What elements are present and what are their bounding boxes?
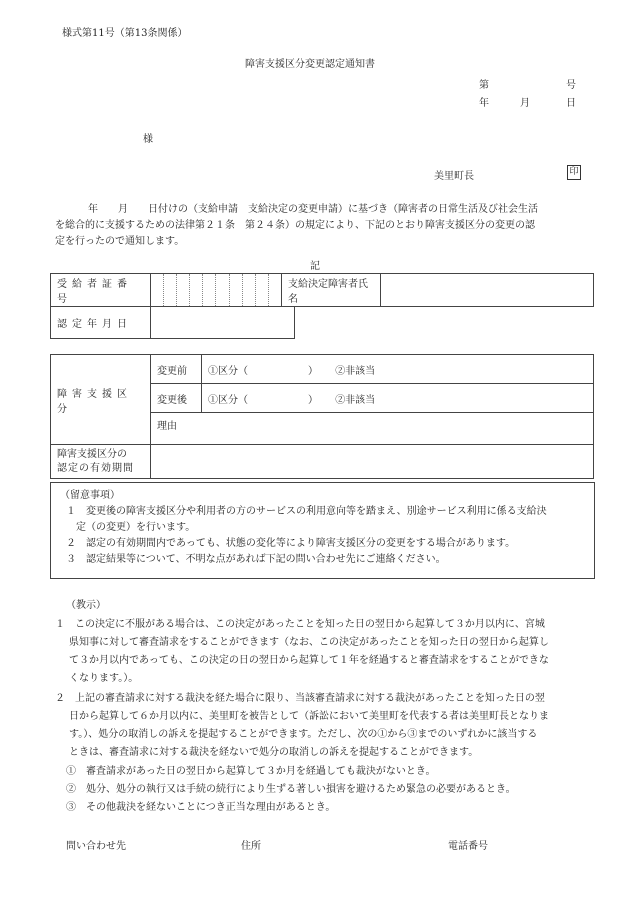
category-table — [50, 354, 594, 479]
recipient-cert-label: 受給者証番号 — [51, 274, 151, 307]
date-year: 年 — [479, 98, 489, 109]
number-suffix: 号 — [566, 80, 576, 91]
decision-holder-label: 支給決定障害者氏名 — [282, 274, 381, 307]
address-label: 住所 — [241, 841, 261, 852]
body-line-1: 年 月 日付けの（支給申請 支給決定の変更申請）に基づき（障害者の日常生活及び社会生活 — [88, 204, 538, 215]
instruction-heading: （教示） — [66, 600, 106, 611]
validity-label-line-2: 認定の有効期間 — [57, 462, 134, 474]
before-label: 変更前 — [151, 355, 202, 384]
reason-label: 理由 — [157, 421, 177, 432]
notes-item-1-cont: 定（の変更）を行います。 — [66, 522, 196, 533]
notes-heading: （留意事項） — [60, 490, 120, 501]
body-line-2: を総合的に支援するための法律第２１条 第２４条）の規定により、下記のとおり障害支援区分の変更の認 — [55, 220, 535, 231]
date-day: 日 — [566, 98, 576, 109]
after-label: 変更後 — [151, 384, 202, 413]
form-number: 様式第11号（第13条関係） — [62, 28, 188, 39]
instruction-line-5: ２ 上記の審査請求に対する裁決を経た場合に限り、当該審査請求に対する裁決があったことを知った日の翌 — [55, 693, 545, 704]
validity-value — [151, 445, 594, 479]
date-month: 月 — [520, 98, 530, 109]
cert-date-table — [50, 306, 295, 339]
after-options — [202, 384, 594, 413]
cert-date-label: 認定年月日 — [51, 307, 151, 339]
category-label: 障害支援区分 — [51, 355, 151, 445]
reason-cell — [151, 413, 594, 445]
after-option-2: ②非該当 — [335, 394, 376, 406]
instruction-line-6: 日から起算して６か月以内に、美里町を被告として（訴訟において美里町を代表する者は美里町長となりま — [69, 711, 549, 722]
instruction-line-3: て３か月以内であっても、この決定の日の翌日から起算して１年を経過すると審査請求をすることができな — [69, 655, 549, 666]
cert-date-value — [151, 307, 295, 339]
before-option-1: ①区分（ ） — [208, 365, 318, 377]
decision-holder-value — [381, 274, 594, 307]
instruction-line-8: ときは、審査請求に対する裁決を経ないで処分の取消しの訴えを提起することができます。 — [69, 747, 479, 758]
notes-item-2: ２ 認定の有効期間内であっても、状態の変化等により障害支援区分の変更をする場合があります。 — [66, 538, 516, 549]
recipient-honorific: 様 — [143, 134, 153, 145]
validity-label-line-1: 障害支援区分の — [57, 448, 127, 460]
recipient-table — [50, 273, 594, 307]
instruction-line-2: 県知事に対して審査請求をすることができます（なお、この決定があったことを知った日の翌日から起算し — [69, 637, 549, 648]
recipient-cert-number-cells — [151, 274, 282, 307]
instruction-line-4: くなります。）。 — [69, 673, 139, 684]
phone-label: 電話番号 — [448, 841, 488, 852]
before-options — [202, 355, 594, 384]
body-line-3: 定を行ったので通知します。 — [55, 236, 185, 247]
contact-label: 問い合わせ先 — [66, 841, 126, 852]
instruction-item-1: ① 審査請求があった日の翌日から起算して３か月を経過しても裁決がないとき。 — [66, 766, 436, 777]
issuer-name: 美里町長 — [434, 171, 474, 182]
document-title: 障害支援区分変更認定通知書 — [245, 59, 375, 70]
notes-item-1: １ 変更後の障害支援区分や利用者の方のサービスの利用意向等を踏まえ、別途サービス利用に係る支給決 — [66, 506, 547, 517]
before-option-2: ②非該当 — [335, 365, 376, 377]
seal-mark: 印 — [567, 165, 581, 180]
notes-item-3: ３ 認定結果等について、不明な点があれば下記の問い合わせ先にご連絡ください。 — [66, 554, 446, 565]
number-prefix: 第 — [479, 80, 489, 91]
instruction-item-3: ③ その他裁決を経ないことにつき正当な理由があるとき。 — [66, 802, 336, 813]
instruction-item-2: ② 処分、処分の執行又は手続の続行により生ずる著しい損害を避けるため緊急の必要があるとき。 — [66, 784, 516, 795]
instruction-line-1: １ この決定に不服がある場合は、この決定があったことを知った日の翌日から起算して３か月以内に、宮城 — [55, 619, 545, 630]
ki-heading: 記 — [310, 261, 320, 272]
after-option-1: ①区分（ ） — [208, 394, 318, 406]
instruction-line-7: す。）、処分の取消しの訴えを提起することができます。ただし、次の①から③までのいずれかに該当する — [69, 729, 538, 740]
validity-label — [51, 445, 151, 479]
